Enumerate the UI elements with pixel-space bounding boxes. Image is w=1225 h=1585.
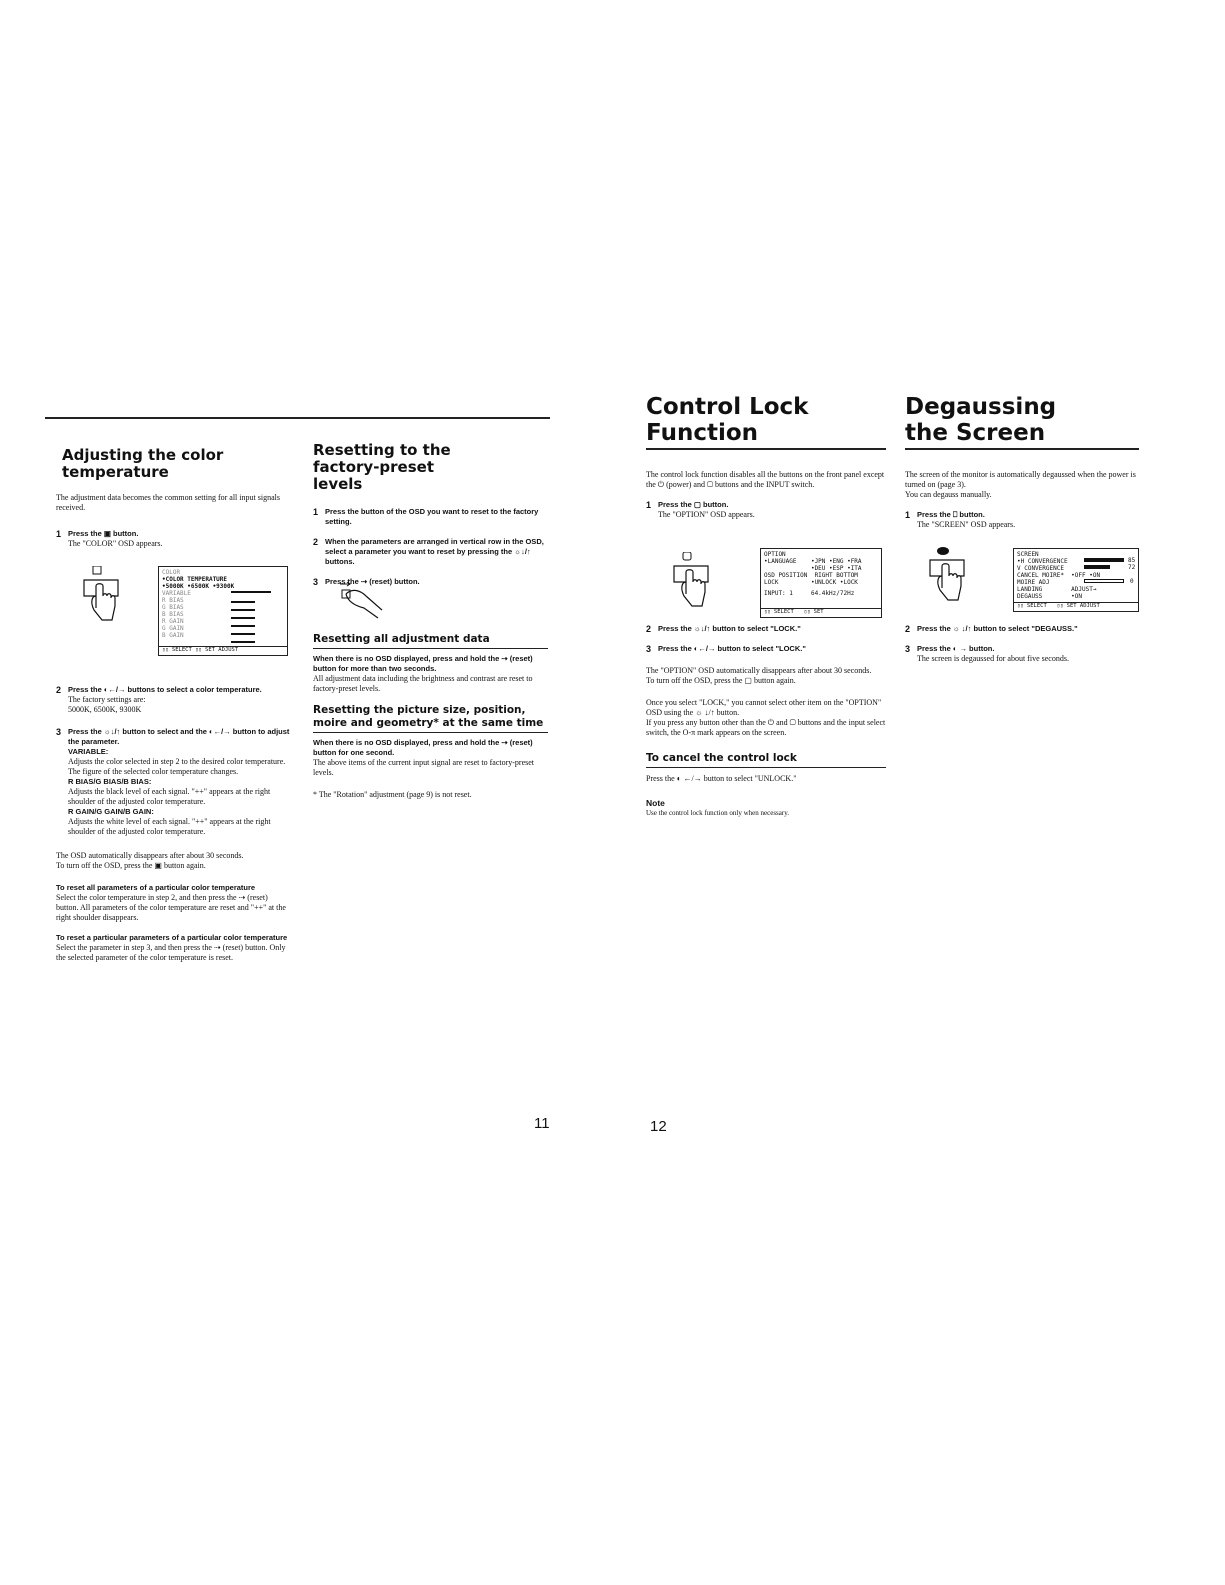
hand-press-icon (82, 566, 126, 626)
step-number: 2 (905, 624, 911, 634)
reset-picture-body: The above items of the current input signal are reset to factory-preset levels. (313, 758, 535, 777)
color-temp-intro: The adjustment data becomes the common setting for all input signals received. (56, 493, 280, 512)
item-label: VARIABLE: (68, 747, 109, 756)
reset-all-data-title: Resetting all adjustment data (313, 633, 490, 645)
degauss-intro: The screen of the monitor is automatically degaussed when the power is turned on (page 3). You can degauss manually. (905, 470, 1136, 499)
cancel-lock-body: Press the ◐ ←/→ button to select "UNLOCK." (646, 774, 797, 783)
step-head: Press the ☼↓/↑ button to select "LOCK." (658, 624, 801, 633)
reset-all-data-head: When there is no OSD displayed, press and hold the ⇢ (reset) button for more than two seconds. (313, 654, 533, 673)
step-number: 1 (56, 529, 62, 539)
osd-line: OSD POSITION RIGHT BOTTOM (764, 572, 858, 579)
step-number: 3 (56, 727, 62, 737)
osd-line: R BIAS (162, 597, 184, 604)
control-lock-step2 (646, 624, 886, 634)
osd-line: CANCEL MOIRE* •OFF •ON (1017, 572, 1101, 579)
title-rule (905, 448, 1139, 450)
osd-line: •COLOR TEMPERATURE (162, 576, 228, 583)
cancel-lock-title: To cancel the control lock (646, 752, 797, 764)
degauss-step3 (905, 644, 1139, 664)
reset-picture-title: Resetting the picture size, position, moire and geometry* at the same time (313, 704, 544, 729)
step-number: 2 (646, 624, 652, 634)
osd-line: •H CONVERGENCE (1017, 558, 1068, 565)
factory-reset-title: Resetting to the factory-preset levels (313, 441, 451, 493)
osd-line: B BIAS (162, 611, 184, 618)
step-head: Press the ◐←/→ buttons to select a color temperature. (68, 685, 262, 694)
page12-col1-lower (646, 624, 886, 818)
page12-col2 (905, 394, 1139, 530)
factory-reset-step1 (313, 507, 548, 527)
step-head: Press the ⇢ (reset) button. (325, 577, 420, 586)
factory-reset-step2 (313, 537, 548, 567)
control-lock-step1 (646, 500, 886, 520)
subhead-rule (646, 767, 886, 768)
note-label: Note (646, 798, 665, 808)
rotation-footnote: * The "Rotation" adjustment (page 9) is not reset. (313, 790, 472, 799)
osd-line: V CONVERGENCE (1017, 565, 1064, 572)
osd-line: •5000K •6500K •9300K (162, 583, 235, 590)
osd-line: OPTION (764, 551, 786, 558)
color-temp-step2 (56, 685, 292, 715)
option-osd-panel (760, 548, 882, 618)
osd-line: INPUT: 1 64.4kHz/72Hz (764, 590, 855, 597)
osd-bar-v-conv (1084, 565, 1110, 569)
reset-one-body: Select the parameter in step 3, and then press the ⇢ (reset) button. Only the selected parameter of the color temperature is reset. (56, 943, 286, 962)
step-number: 3 (905, 644, 911, 654)
step-body: The "OPTION" OSD appears. (658, 510, 755, 519)
page11-col1-lower (56, 685, 292, 963)
step-number: 2 (313, 537, 319, 547)
item-text: Adjusts the black level of each signal. "++" appears at the right shoulder of the adjusted color temperature. (68, 787, 271, 806)
page12-col2-lower (905, 624, 1139, 664)
osd-value: 72 (1128, 564, 1136, 571)
osd-line: LOCK •UNLOCK •LOCK (764, 579, 858, 586)
page11-col2 (313, 442, 548, 587)
finger-press-reset-icon (338, 580, 388, 620)
reset-all-data-body: All adjustment data including the brightness and contrast are reset to factory-preset levels. (313, 674, 533, 693)
step-head: Press the button of the OSD you want to reset to the factory setting. (325, 507, 539, 526)
osd-footer: ▯▯ SELECT ▯▯ SET (761, 608, 881, 617)
osd-line: COLOR (162, 569, 181, 576)
osd-value: 0 (1130, 578, 1134, 585)
step-body: The factory settings are: 5000K, 6500K, 9300K (68, 695, 146, 714)
note-body: Use the control lock function only when necessary. (646, 809, 790, 817)
step-number: 1 (905, 510, 911, 520)
osd-line: MOIRE ADJ (1017, 579, 1050, 586)
degauss-step2 (905, 624, 1139, 634)
step-head: Press the ☼ ↓/↑ button to select "DEGAUSS." (917, 624, 1078, 633)
step-body: The "SCREEN" OSD appears. (917, 520, 1016, 529)
title-rule (646, 448, 886, 450)
degauss-step1 (905, 510, 1139, 530)
color-temp-step1 (56, 529, 292, 549)
step-body: The "COLOR" OSD appears. (68, 539, 163, 548)
control-lock-intro: The control lock function disables all the buttons on the front panel except the ⏻ (power) and ▢ buttons and the INPUT switch. (646, 470, 885, 489)
osd-line: DEGAUSS •ON (1017, 593, 1083, 600)
color-temp-step3 (56, 727, 292, 837)
page-number-11: 11 (534, 1115, 550, 1132)
step-number: 3 (646, 644, 652, 654)
control-lock-outro2: Once you select "LOCK," you cannot select other item on the "OPTION" OSD using the ☼ ↓/↑ button. If you press any button other than the ⏻ and ▢ buttons and the input select switch, the O-π mark appears on the screen. (646, 698, 886, 737)
osd-line: G BIAS (162, 604, 184, 611)
step-body: The screen is degaussed for about five seconds. (917, 654, 1069, 663)
osd-slider-bars (231, 591, 271, 643)
color-temp-title: Adjusting the color temperature (62, 446, 224, 481)
step-number: 1 (313, 507, 319, 517)
osd-line: G GAIN (162, 625, 184, 632)
reset-picture-head: When there is no OSD displayed, press and hold the ⇢ (reset) button for one second. (313, 738, 533, 757)
item-text: Adjusts the white level of each signal. "++" appears at the right shoulder of the adjusted color temperature. (68, 817, 271, 836)
hand-press-option-icon (672, 552, 716, 612)
step-head: Press the ◐ → button. (917, 644, 995, 653)
osd-line: •DEU •ESP •ITA (764, 565, 862, 572)
step-head: Press the ◐←/→ button to select "LOCK." (658, 644, 806, 653)
osd-line: LANDING ADJUST→ (1017, 586, 1097, 593)
step-number: 2 (56, 685, 62, 695)
osd-footer: ▯▯ SELECT ▯▯ SET ADJUST (1014, 602, 1138, 611)
osd-line: VARIABLE (162, 590, 191, 597)
subhead-rule (313, 732, 548, 733)
osd-bar-h-conv (1084, 558, 1124, 562)
degauss-title: Degaussing the Screen (905, 394, 1057, 446)
control-lock-outro: The "OPTION" OSD automatically disappears after about 30 seconds. To turn off the OSD, press the ▢ button again. (646, 666, 872, 685)
reset-one-heading: To reset a particular parameters of a particular color temperature (56, 933, 288, 942)
subhead-rule (313, 648, 548, 649)
page-number-12: 12 (650, 1118, 667, 1135)
hand-press-screen-icon (928, 546, 972, 606)
color-osd-panel (158, 566, 288, 656)
item-label: R BIAS/G BIAS/B BIAS: (68, 777, 152, 786)
osd-line: •LANGUAGE •JPN •ENG •FRA (764, 558, 862, 565)
screen-osd-panel (1013, 548, 1139, 612)
osd-value: 85 (1128, 557, 1136, 564)
step-head: Press the ▣ button. (68, 529, 139, 538)
page11-col2-lower (313, 633, 548, 800)
step-head: Press the ☼↓/↑ button to select and the ◐←/→ button to adjust the parameter. (68, 727, 290, 746)
reset-all-heading: To reset all parameters of a particular color temperature (56, 883, 256, 892)
osd-line: R GAIN (162, 618, 184, 625)
step-head: Press the ▢ button. (658, 500, 729, 509)
page11-col1 (56, 447, 292, 549)
page11-top-rule (45, 417, 550, 419)
item-label: R GAIN/G GAIN/B GAIN: (68, 807, 154, 816)
step-number: 1 (646, 500, 652, 510)
color-temp-outro: The OSD automatically disappears after about 30 seconds. To turn off the OSD, press the ▣ button again. (56, 851, 244, 870)
control-lock-title: Control Lock Function (646, 394, 809, 446)
control-lock-step3 (646, 644, 886, 654)
step-head: Press the ⎕ button. (917, 510, 985, 519)
osd-line: SCREEN (1017, 551, 1039, 558)
step-number: 3 (313, 577, 319, 587)
reset-all-body: Select the color temperature in step 2, and then press the ⇢ (reset) button. All parameters of the color temperature are reset and "++" at the right shoulder disappears. (56, 893, 286, 922)
osd-line: B GAIN (162, 632, 184, 639)
item-text: Adjusts the color selected in step 2 to the desired color temperature. The figure of the selected color temperature changes. (68, 757, 286, 776)
osd-footer: ▯▯ SELECT ▯▯ SET ADJUST (159, 646, 287, 655)
osd-bar-moire (1084, 579, 1124, 583)
page12-col1 (646, 394, 886, 520)
step-head: When the parameters are arranged in vertical row in the OSD, select a parameter you want to reset by pressing the ☼↓/↑ buttons. (325, 537, 544, 566)
